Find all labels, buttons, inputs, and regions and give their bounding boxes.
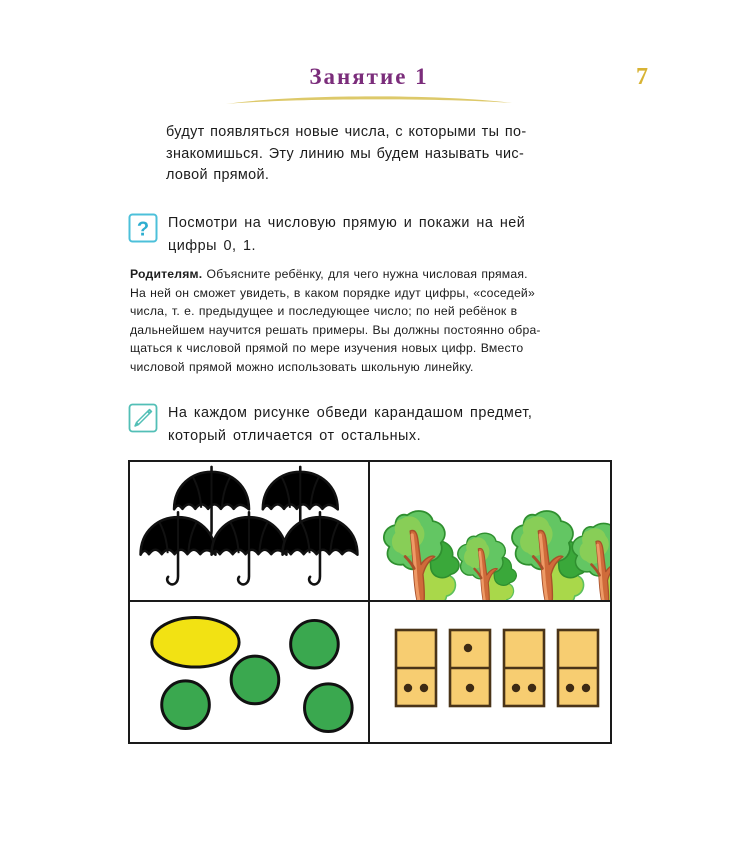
parents-note-line: щаться к числовой прямой по мере изучения новых цифр. Вместо — [130, 341, 524, 355]
umbrellas-panel[interactable] — [130, 462, 370, 602]
shapes-illustration — [130, 602, 368, 742]
task-line: Посмотри на числовую прямую и покажи на ней — [168, 215, 526, 231]
task-question — [128, 212, 614, 258]
umbrellas-illustration — [130, 462, 368, 600]
intro-line: будут появляться новые числа, с которыми ты по- — [166, 124, 527, 140]
domino-item — [504, 630, 544, 706]
shapes-panel[interactable] — [130, 602, 370, 742]
page-title: Занятие 1 — [309, 64, 429, 89]
dominoes-illustration — [370, 602, 610, 742]
task-circle-odd-one-out — [128, 402, 614, 448]
domino-item-odd — [450, 630, 490, 706]
page-header — [0, 64, 738, 114]
page-number: 7 — [636, 64, 648, 90]
tree-item-odd — [458, 533, 517, 600]
dominoes-panel[interactable] — [370, 602, 610, 742]
shape-item-odd — [152, 617, 239, 667]
trees-illustration — [370, 462, 610, 600]
picture-grid — [128, 460, 612, 744]
umbrella-item — [141, 512, 216, 584]
shape-item — [305, 684, 353, 732]
title-underline-swoosh — [224, 94, 514, 106]
umbrella-item — [283, 512, 358, 584]
intro-line: ловой прямой. — [166, 167, 270, 183]
parents-note-line: Объясните ребёнку, для чего нужна числовая прямая. — [202, 267, 528, 281]
parents-note-line: На ней он сможет увидеть, в каком порядке идут цифры, «соседей» — [130, 285, 535, 300]
shape-item — [291, 620, 339, 668]
parents-note-line: числа, т. е. предыдущее и последующее число; по ней ребёнок в — [130, 304, 518, 318]
svg-text:?: ? — [136, 218, 150, 241]
parents-note-line: дальнейшем научится решать примеры. Вы должны постоянно обра- — [130, 322, 541, 337]
task-line: На каждом рисунке обведи карандашом предмет, — [168, 405, 533, 421]
shape-item — [162, 681, 210, 729]
intro-line: знакомишься. Эту линию мы будем называть чис- — [166, 145, 525, 162]
domino-item — [396, 630, 436, 706]
task-circle-text — [168, 402, 614, 448]
task-line: цифры 0, 1. — [168, 238, 256, 254]
parents-note-line: числовой прямой можно использовать школьную линейку. — [130, 359, 474, 374]
tree-item — [384, 511, 459, 600]
intro-paragraph — [166, 122, 604, 187]
umbrella-item-odd — [212, 512, 287, 584]
shape-item — [231, 656, 279, 704]
trees-panel[interactable] — [370, 462, 610, 602]
question-mark-icon — [128, 213, 158, 243]
task-line: который отличается от остальных. — [168, 428, 422, 444]
pencil-icon — [128, 403, 158, 433]
task-question-text — [168, 212, 614, 258]
parents-note-label: Родителям. — [130, 267, 203, 281]
parents-note — [130, 265, 608, 376]
domino-item — [558, 630, 598, 706]
